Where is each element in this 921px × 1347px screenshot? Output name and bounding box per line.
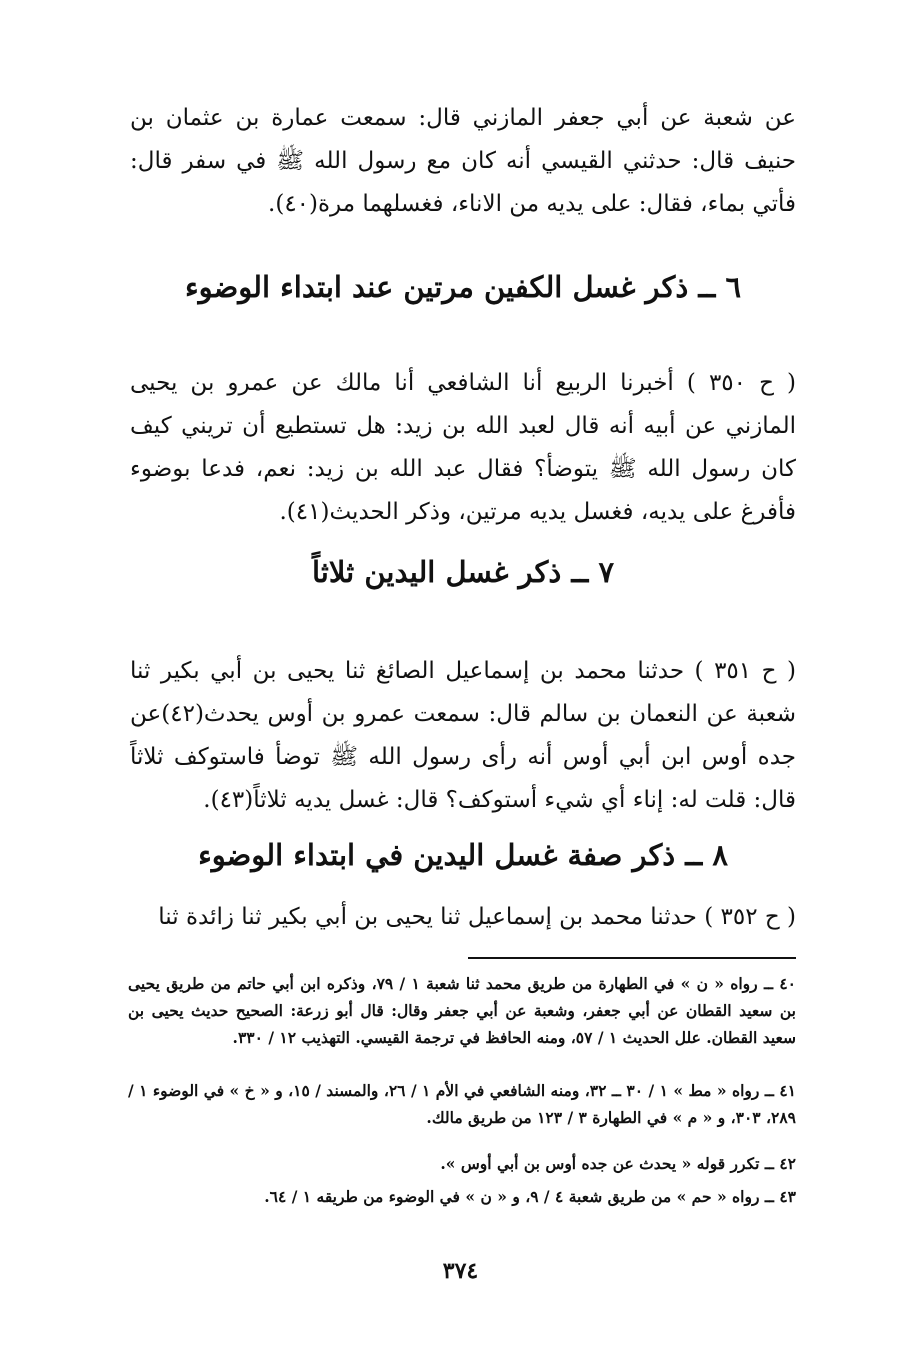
footnote-42: ٤٢ ــ تكرر قوله « يحدث عن جده أوس بن أبي أوس ». <box>440 1154 796 1173</box>
section-heading-6: ٦ ــ ذكر غسل الكفين مرتين عند ابتداء الوضوء <box>184 270 742 304</box>
page-number: ٣٧٤ <box>442 1258 479 1284</box>
hadith-350: ( ح ٣٥٠ ) أخبرنا الربيع أنا الشافعي أنا مالك عن عمرو بن يحيى المازني عن أبيه أنه قال لعبد الله بن زيد: هل تستطيع أن تريني كيف كان رسول الله ﷺ يتوضأ؟ فقال عبد الله بن زيد: نعم، فدعا بوضوء فأفرغ على يديه، فغسل يديه مرتين، وذكر الحديث(٤١). <box>130 370 796 525</box>
footnote-43: ٤٣ ــ رواه « حم » من طريق شعبة ٤ / ٩، و « ن » في الوضوء من طريقه ١ / ٦٤. <box>264 1187 796 1206</box>
footnote-40: ٤٠ ــ رواه « ن » في الطهارة من طريق محمد ثنا شعبة ١ / ٧٩، وذكره ابن أبي حاتم من طريق يحيى بن سعيد القطان عن أبي جعفر، وشعبة عن أبي جعفر وقال: قال أبو زرعة: الصحيح حديث يحيى بن سعيد القطان. علل الحديث ١ / ٥٧، ومنه الحافظ في ترجمة القيسي. التهذيب ١٢ / ٣٣٠. <box>128 974 796 1047</box>
paragraph-continuation: عن شعبة عن أبي جعفر المازني قال: سمعت عمارة بن عثمان بن حنيف قال: حدثني القيسي أنه كان مع رسول الله ﷺ في سفر قال: فأتي بماء، فقال: على يديه من الاناء، فغسلهما مرة(٤٠). <box>130 105 796 217</box>
hadith-352: ( ح ٣٥٢ ) حدثنا محمد بن إسماعيل ثنا يحيى بن أبي بكير ثنا زائدة ثنا <box>158 904 796 930</box>
section-heading-7: ٧ ــ ذكر غسل اليدين ثلاثاً <box>311 555 615 589</box>
section-heading-8: ٨ ــ ذكر صفة غسل اليدين في ابتداء الوضوء <box>198 838 728 872</box>
hadith-351: ( ح ٣٥١ ) حدثنا محمد بن إسماعيل الصائغ ثنا يحيى بن أبي بكير ثنا شعبة عن النعمان بن سالم قال: سمعت عمرو بن أوس يحدث(٤٢)عن جده أوس ابن أبي أوس أنه رأى رسول الله ﷺ توضأ فاستوكف ثلاثاً قال: قلت له: إناء أي شيء أستوكف؟ قال: غسل يديه ثلاثاً(٤٣). <box>130 658 796 813</box>
footnote-divider <box>468 957 796 959</box>
footnote-41: ٤١ ــ رواه « مط » ١ / ٣٠ ــ ٣٢، ومنه الشافعي في الأم ١ / ٢٦، والمسند / ١٥، و « خ » في الوضوء ١ / ٢٨٩، ٣٠٣، و « م » في الطهارة ٣ / ١٢٣ من طريق مالك. <box>128 1081 796 1127</box>
